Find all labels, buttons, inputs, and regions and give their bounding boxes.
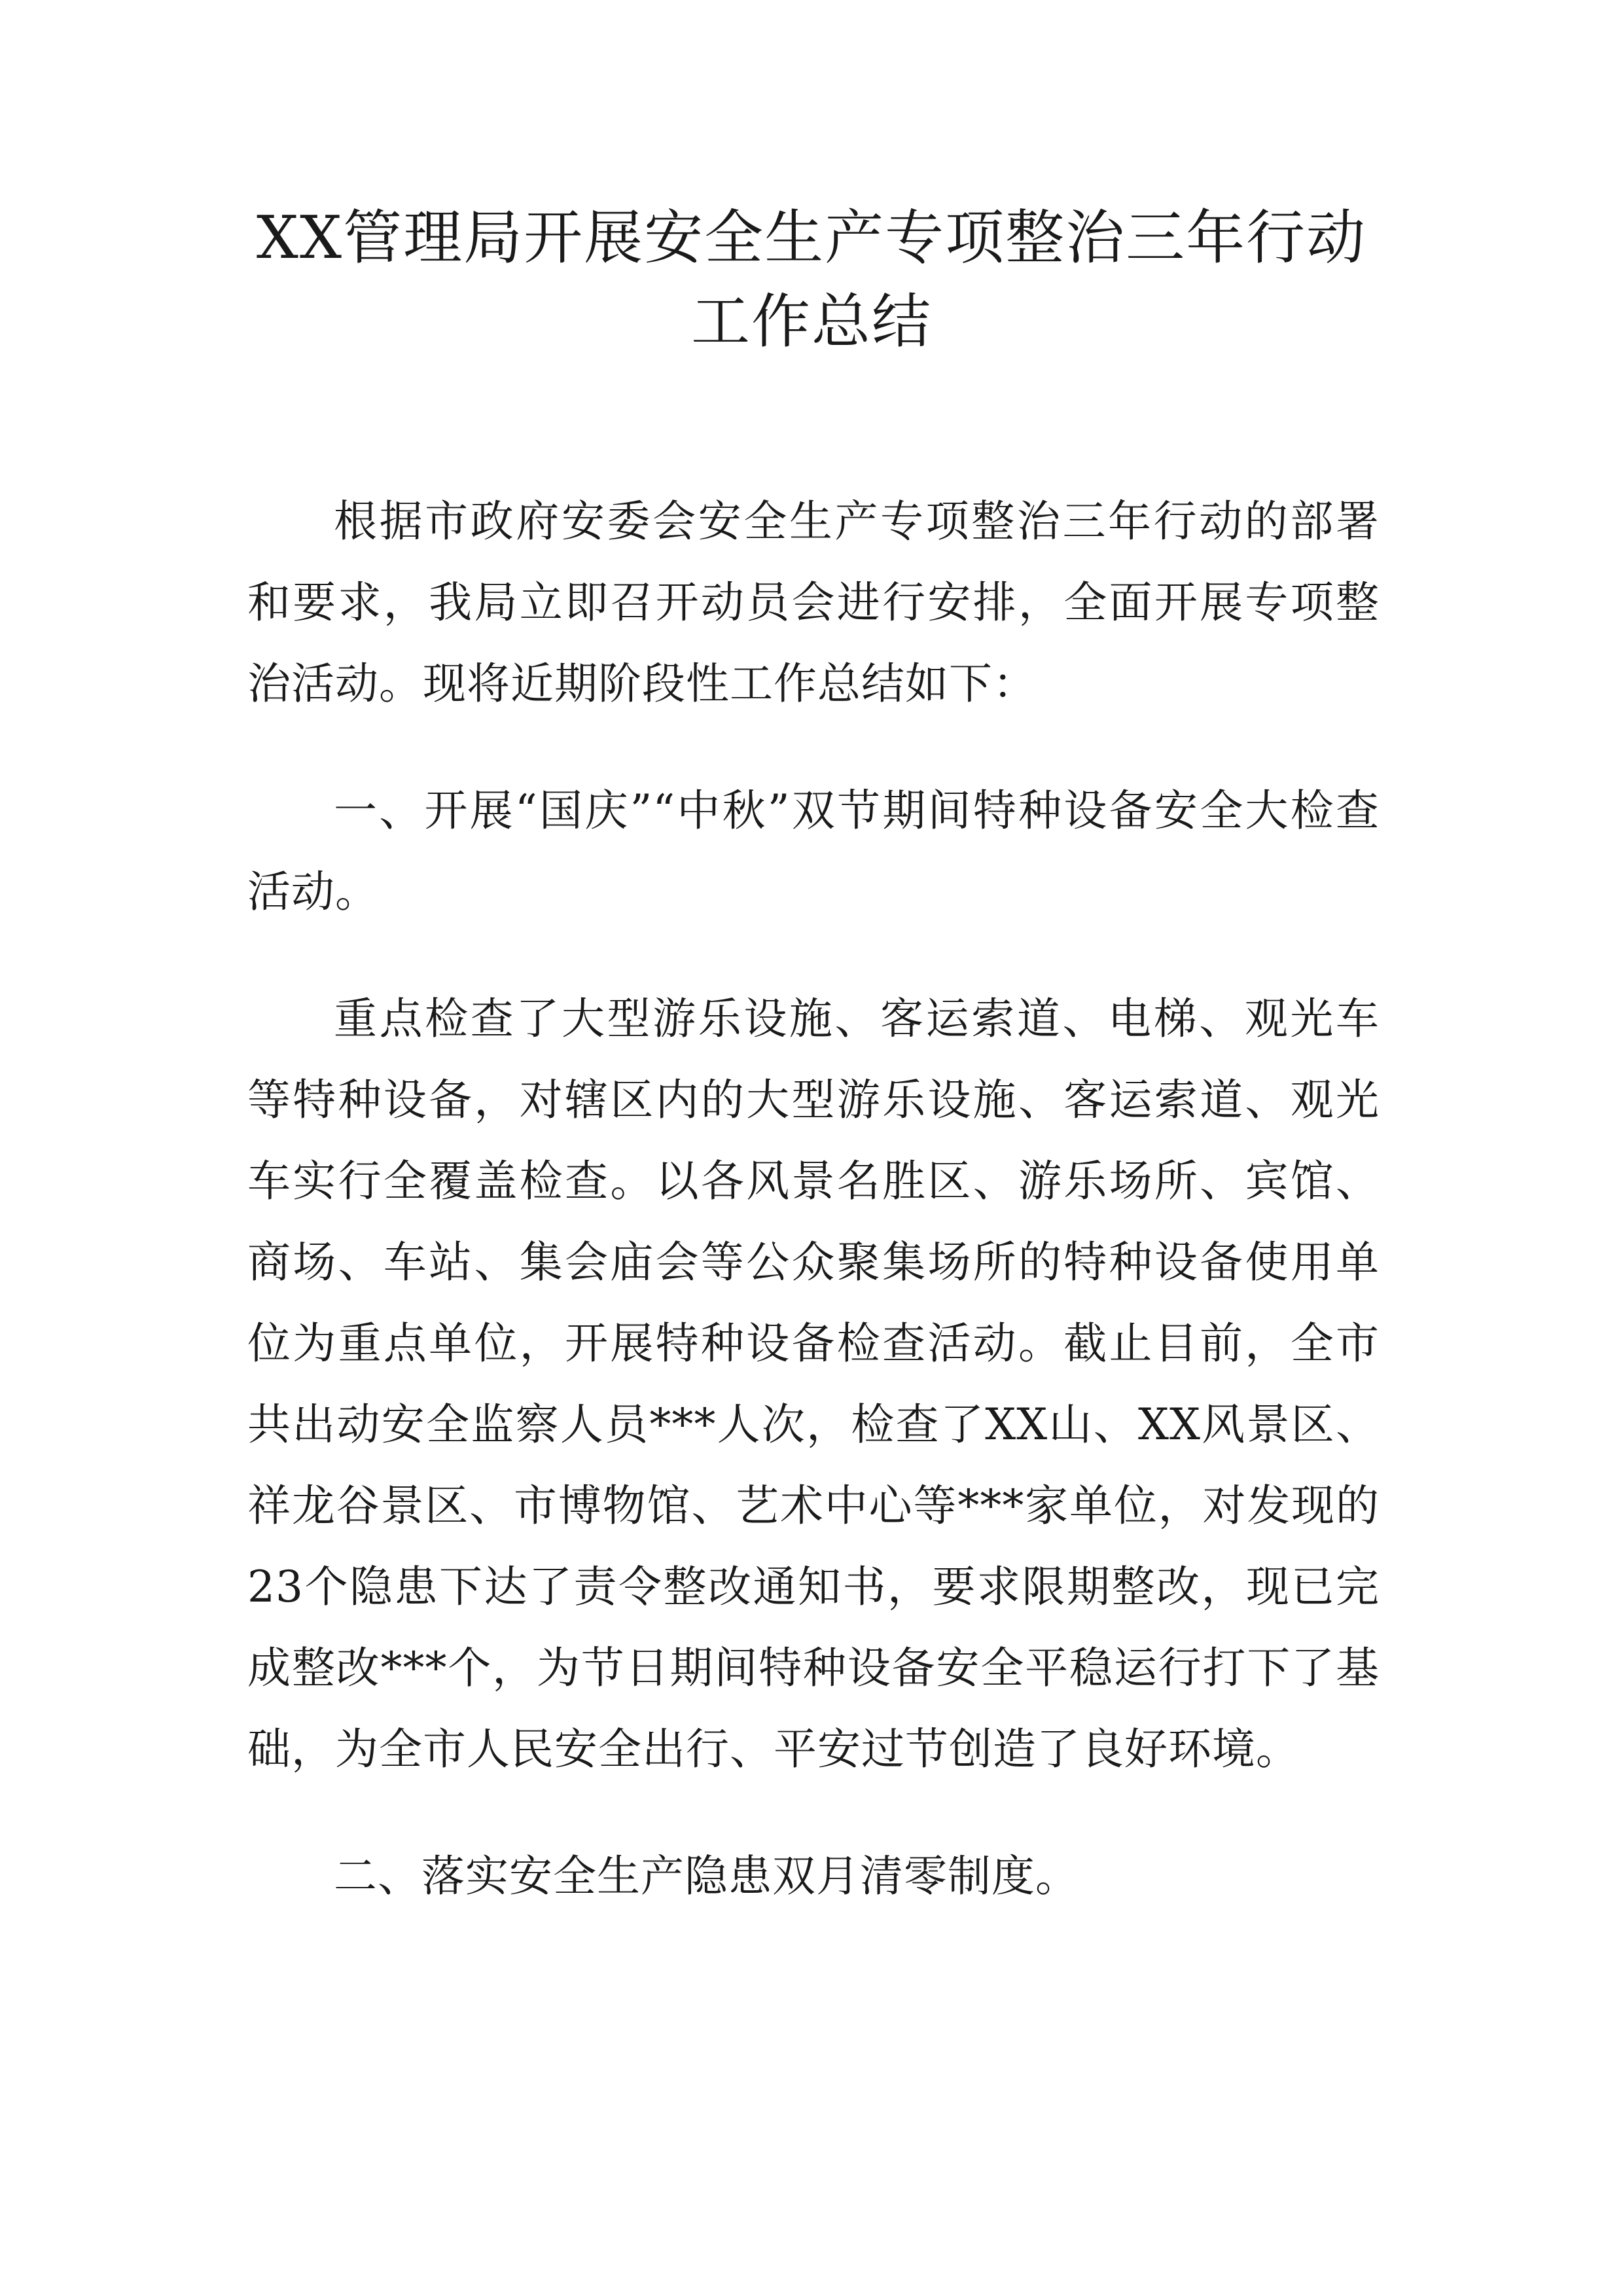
title-line-1: XX管理局开展安全生产专项整治三年行动 xyxy=(256,204,1367,272)
title-line-2: 工作总结 xyxy=(691,287,932,356)
section-heading-1: 一、开展“国庆”“中秋”双节期间特种设备安全大检查活动。 xyxy=(247,785,1380,917)
section-1-paragraph: 重点检查了大型游乐设施、客运索道、电梯、观光车等特种设备，对辖区内的大型游乐设施、客运索道、观光车实行全覆盖检查。以各风景名胜区、游乐场所、宾馆、商场、车站、集会庙会等公众聚集场所的特种设备使用单位为重点单位，开展特种设备检查活动。截止目前，全市共出动安全监察人员***人次，检查了XX山、XX风景区、祥龙谷景区、市博物馆、艺术中心等***家单位，对发现的23个隐患下达了责令整改通知书，要求限期整改，现已完成整改***个，为节日期间特种设备安全平稳运行打下了基础，为全市人民安全出行、平安过节创造了良好环境。 xyxy=(247,994,1380,1774)
intro-paragraph: 根据市政府安委会安全生产专项整治三年行动的部署和要求，我局立即召开动员会进行安排，全面开展专项整治活动。现将近期阶段性工作总结如下： xyxy=(247,496,1380,709)
section-heading-2: 二、落实安全生产隐患双月清零制度。 xyxy=(334,1851,1079,1901)
document-title xyxy=(196,196,1427,364)
document-body xyxy=(247,481,1380,1963)
